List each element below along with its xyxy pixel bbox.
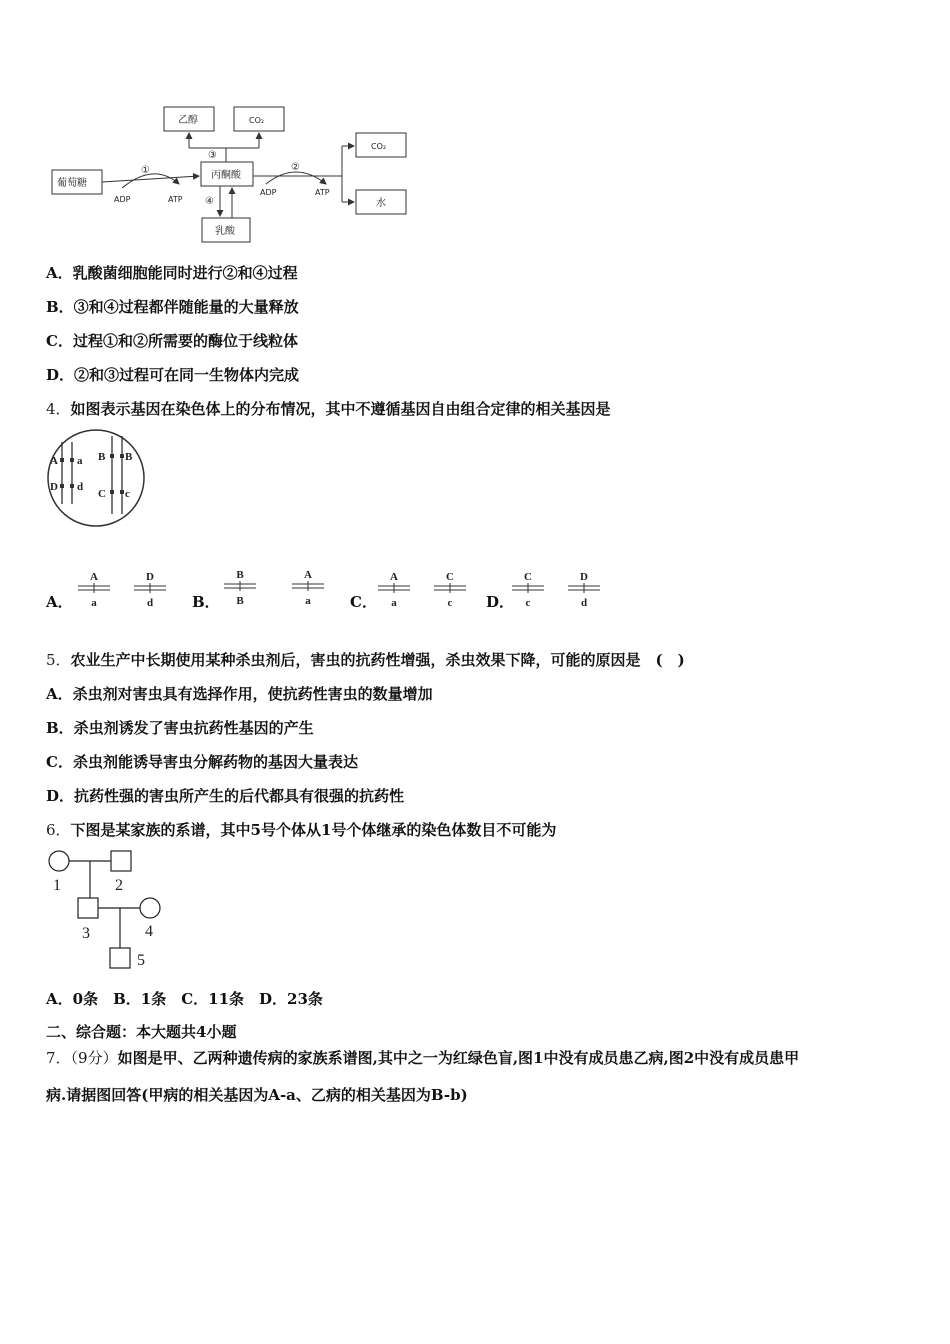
- pedigree-diagram: [44, 846, 174, 972]
- pair-a1-bot: a: [91, 597, 97, 609]
- q4-gene-pairs: [0, 564, 620, 614]
- pair-a2-bot: d: [146, 597, 154, 609]
- pair-b2-bot: a: [305, 595, 311, 607]
- pair-a2-top: D: [146, 571, 154, 583]
- pair-d1-top: C: [524, 571, 532, 583]
- cell-gene-A: A: [50, 455, 58, 467]
- adp-2-label: ADP: [260, 188, 277, 197]
- cell-gene-D: D: [50, 481, 58, 493]
- pedigree-3: 3: [82, 925, 90, 942]
- pair-d1: [512, 583, 544, 593]
- cell-gene-d: d: [77, 481, 84, 493]
- pair-a1: [78, 583, 110, 593]
- process-4-label: ④: [205, 196, 214, 207]
- water-label: 水: [376, 198, 386, 209]
- ethanol-label: 乙醇: [178, 115, 198, 126]
- pair-b1-bot: B: [236, 595, 244, 607]
- pair-d2: [568, 583, 600, 593]
- q5-option-d: D．抗药性强的害虫所产生的后代都具有很强的抗药性: [46, 787, 405, 805]
- pair-b2-top: A: [304, 569, 312, 581]
- q4-option-d-label: D．: [486, 593, 515, 611]
- q7-line-2: 病.请据图回答(甲病的相关基因为A-a、乙病的相关基因为B-b): [46, 1086, 468, 1104]
- pair-b2: [292, 581, 324, 591]
- atp-1-label: ATP: [168, 195, 183, 204]
- q5-option-c: C．杀虫剂能诱导害虫分解药物的基因大量表达: [46, 753, 358, 771]
- glucose-label: 葡萄糖: [57, 178, 87, 189]
- pair-c1-top: A: [390, 571, 398, 583]
- q5-stem: 5．农业生产中长期使用某种杀虫剂后，害虫的抗药性增强，杀虫效果下降，可能的原因是 ( ): [46, 651, 685, 669]
- q3-option-c: C．过程①和②所需要的酶位于线粒体: [46, 332, 298, 350]
- co2-right-label: CO₂: [371, 142, 387, 151]
- pedigree-5: 5: [137, 952, 145, 969]
- q4-option-b-label: B．: [192, 593, 220, 611]
- cell-gene-B-left: B: [98, 451, 106, 463]
- pyruvate-label: 丙酮酸: [211, 170, 241, 181]
- cell-gene-c: c: [125, 488, 130, 500]
- co2-top-label: CO₂: [249, 116, 265, 125]
- pair-c2-top: C: [446, 571, 454, 583]
- process-2-label: ②: [291, 162, 300, 173]
- pair-b1: [224, 581, 256, 591]
- cell-gene-B-right: B: [125, 451, 133, 463]
- pair-a1-top: A: [90, 571, 98, 583]
- adp-1-label: ADP: [114, 195, 131, 204]
- q4-option-c-label: C．: [350, 593, 377, 611]
- pair-d2-bot: d: [580, 597, 588, 609]
- pair-c2: [434, 583, 466, 593]
- pair-b1-top: B: [236, 569, 244, 581]
- atp-2-label: ATP: [315, 188, 330, 197]
- q7-line-1: 7．（9分）如图是甲、乙两种遗传病的家族系谱图,其中之一为红绿色盲,图1中没有成员患乙病,图2中没有成员患甲: [46, 1049, 800, 1067]
- q3-option-a: A．乳酸菌细胞能同时进行②和④过程: [46, 264, 298, 282]
- pedigree-4: 4: [145, 923, 153, 940]
- pair-c2-bot: c: [447, 597, 453, 609]
- q6-stem: 6．下图是某家族的系谱，其中5号个体从1号个体继承的染色体数目不可能为: [46, 821, 557, 839]
- q3-option-b: B．③和④过程都伴随能量的大量释放: [46, 298, 299, 316]
- q3-option-d: D．②和③过程可在同一生物体内完成: [46, 366, 300, 384]
- chromosome-cell-diagram: [44, 426, 148, 530]
- metabolism-diagram: [44, 100, 414, 250]
- section-2-title: 二、综合题：本大题共4小题: [46, 1023, 237, 1041]
- pair-d1-bot: c: [525, 597, 531, 609]
- q4-stem: 4．如图表示基因在染色体上的分布情况，其中不遵循基因自由组合定律的相关基因是: [46, 400, 611, 418]
- pedigree-1: 1: [53, 877, 61, 894]
- process-3-label: ③: [208, 150, 217, 161]
- pedigree-2: 2: [115, 877, 123, 894]
- q6-options: A．0条 B．1条 C．11条 D．23条: [46, 990, 323, 1008]
- cell-gene-a: a: [77, 455, 83, 467]
- pair-c1-bot: a: [391, 597, 397, 609]
- pair-a2: [134, 583, 166, 593]
- q4-option-a-label: A．: [46, 593, 73, 611]
- q5-option-b: B．杀虫剂诱发了害虫抗药性基因的产生: [46, 719, 314, 737]
- process-1-label: ①: [141, 165, 150, 176]
- cell-gene-C: C: [98, 488, 106, 500]
- pair-c1: [378, 583, 410, 593]
- lactic-label: 乳酸: [215, 226, 235, 237]
- q5-option-a: A．杀虫剂对害虫具有选择作用，使抗药性害虫的数量增加: [46, 685, 433, 703]
- pair-d2-top: D: [580, 571, 588, 583]
